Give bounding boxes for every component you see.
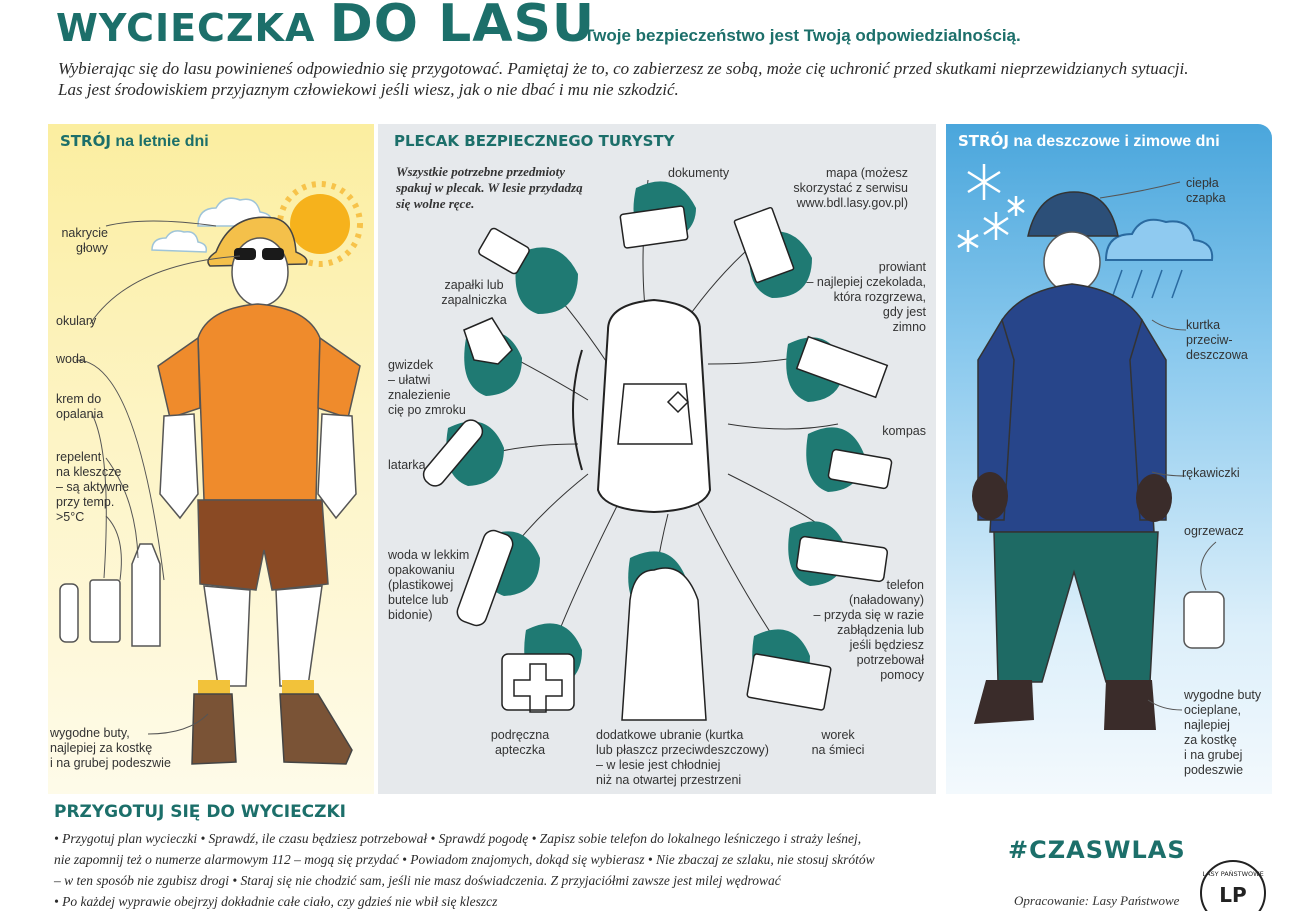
title-part-1: WYCIECZKA	[56, 6, 330, 50]
winter-label-jacket: kurtka przeciw- deszczowa	[1186, 318, 1248, 362]
backpack-panel	[378, 124, 936, 794]
hashtag: #CZASWLAS	[1008, 836, 1186, 864]
pack-label-flashlight: latarka	[388, 458, 426, 472]
checklist-line-4: • Po każdej wyprawie obejrzyj dokładnie całe ciało, czy gdzieś nie wbił się kleszcz	[54, 894, 498, 909]
rain-cloud-icon	[1106, 220, 1212, 298]
documents-icon	[620, 206, 688, 249]
pack-label-map: mapa (możesz skorzystać z serwisu www.bdl.lasy.gov.pl)	[793, 166, 908, 210]
backpack-icon	[573, 300, 710, 512]
checklist-line-1: • Przygotuj plan wycieczki • Sprawdź, ile czasu będziesz potrzebował • Sprawdź pogodę • Zapisz sobie telefon do lokalnego leśniczego i straży leśnej,	[54, 831, 862, 846]
snowflake-icon	[958, 164, 1024, 252]
svg-text:LASY PAŃSTWOWE: LASY PAŃSTWOWE	[1202, 870, 1264, 878]
summer-label-water: woda	[56, 352, 86, 366]
left-glove-icon	[972, 472, 1008, 520]
water-bottle-small-icon	[60, 584, 78, 642]
credit-text: Opracowanie: Lasy Państwowe	[1014, 893, 1180, 908]
pack-label-phone: telefon (naładowany) – przyda się w razie zabłądzenia lub jeśli będziesz potrzebował pomocy	[813, 578, 924, 682]
winter-label-boots: wygodne buty ocieplane, najlepiej za kostkę i na grubej podeszwie	[1184, 688, 1262, 777]
repellent-bottle-icon	[132, 544, 160, 646]
first-aid-kit-icon	[502, 654, 574, 710]
backpack-panel-title: PLECAK BEZPIECZNEGO TURYSTY	[394, 132, 675, 150]
checklist-text	[54, 828, 954, 911]
hand-warmer-icon	[1184, 592, 1224, 648]
summer-label-glasses: okulary	[56, 314, 97, 328]
checklist-line-3: – w ten sposób nie zgubisz drogi • Staraj się nie chodzić sam, jeśli nie masz doświadczenia. Z przyjaciółmi zawsze jest milej wędrować	[54, 873, 781, 888]
winter-panel-title: STRÓJ na deszczowe i zimowe dni	[958, 132, 1220, 150]
lasy-panstwowe-logo	[1198, 858, 1268, 911]
title-part-2: DO LASU	[329, 0, 596, 54]
intro-text	[58, 58, 1278, 100]
checklist-line-2: nie zapomnij też o numerze alarmowym 112 – mogą się przydać • Powiadom znajomych, dokąd się wybierasz • Nie zbaczaj ze szlaku, nie stosuj skrótów	[54, 852, 875, 867]
backpack-items-illustration	[378, 124, 936, 794]
page-title	[56, 0, 596, 54]
jacket-icon	[622, 568, 706, 720]
winter-label-gloves: rękawiczki	[1182, 466, 1240, 480]
summer-label-sunscreen: krem do opalania	[56, 392, 104, 421]
pack-label-lighter: zapałki lub zapalniczka	[441, 278, 507, 307]
summer-panel-title: STRÓJ na letnie dni	[60, 132, 209, 150]
checklist-title: PRZYGOTUJ SIĘ DO WYCIECZKI	[54, 802, 346, 822]
backpack-note: Wszystkie potrzebne przedmioty spakuj w plecak. W lesie przydadzą się wolne ręce.	[396, 164, 583, 211]
pack-label-first-aid: podręczna apteczka	[490, 728, 550, 757]
winter-label-cap: ciepła czapka	[1186, 176, 1226, 205]
winter-outfit-panel	[946, 124, 1272, 794]
intro-line-1: Wybierając się do lasu powinieneś odpowiednio się przygotować. Pamiętaj że to, co zabierzesz ze sobą, może cię uchronić przed skutkami nieprzewidzianych sytuacji.	[58, 59, 1189, 78]
summer-outfit-panel	[48, 124, 374, 794]
summer-label-repellent: repelent na kleszcze – są aktywne przy temp. >5°C	[56, 450, 129, 524]
right-glove-icon	[1136, 474, 1172, 522]
pack-label-documents: dokumenty	[668, 166, 730, 180]
pack-label-trash-bag: worek na śmieci	[811, 728, 865, 757]
svg-text:LP: LP	[1219, 883, 1247, 907]
pack-label-compass: kompas	[882, 424, 926, 438]
summer-label-shoes: wygodne buty, najlepiej za kostkę i na grubej podeszwie	[50, 726, 171, 770]
pack-label-whistle: gwizdek – ułatwi znalezienie cię po zmroku	[388, 358, 466, 417]
winter-label-warmer: ogrzewacz	[1184, 524, 1244, 538]
intro-line-2: Las jest środowiskiem przyjaznym człowiekowi jeśli wiesz, jak o nie dbać i mu nie szkodzić.	[58, 80, 679, 99]
pack-label-food: prowiant – najlepiej czekolada, która rozgrzewa, gdy jest zimno	[806, 260, 926, 334]
summer-label-hat: nakrycie głowy	[61, 226, 108, 255]
pack-label-clothes: dodatkowe ubranie (kurtka lub płaszcz przeciwdeszczowy) – w lesie jest chłodniej niż na otwartej przestrzeni	[596, 728, 769, 787]
page-subtitle: Twoje bezpieczeństwo jest Twoją odpowiedzialnością.	[584, 26, 1021, 45]
pack-label-water-bottle: woda w lekkim opakowaniu (plastikowej butelce lub bidonie)	[388, 548, 470, 622]
sunscreen-tube-icon	[90, 580, 120, 642]
